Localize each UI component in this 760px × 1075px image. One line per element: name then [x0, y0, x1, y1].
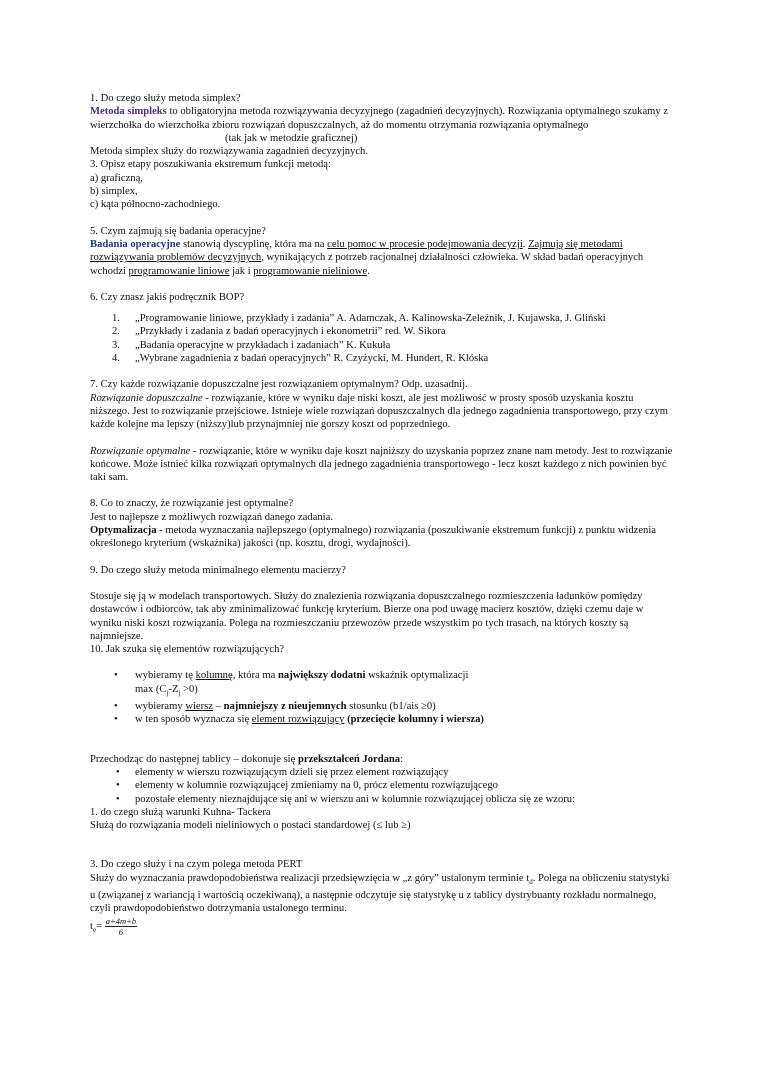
q5-text-1: stanowią dyscyplinę, która ma na: [180, 238, 328, 250]
pert-sub-d: d: [529, 877, 533, 886]
q8-definition: [90, 524, 675, 551]
q1-title: 1. Do czego służy metoda simplex?: [90, 93, 241, 104]
formula-sub: e: [92, 925, 97, 934]
q7-definition-1: [90, 392, 675, 432]
q10-b1-max: max (C: [135, 683, 167, 695]
q3-title: 3. Opisz etapy poszukiwania ekstremum funkcji metodą:: [90, 159, 331, 171]
q5-title: 5. Czym zajmują się badania operacyjne?: [90, 225, 266, 237]
book-text: „Wybrane zagadnienia z badań operacyjnych” R. Czyżycki, M. Hundert, R. Klóska: [135, 353, 489, 365]
jordan-item: • elementy w wierszu rozwiązującym dzieli się przez element rozwiązujący: [90, 766, 675, 779]
q5-text-4: jak i: [229, 265, 254, 277]
q10-item-3: [90, 713, 675, 726]
jordan-item: • pozostałe elementy nieznajdujące się ani w wierszu ani w kolumnie rozwiązującej oblicza się ze wzoru:: [90, 793, 675, 806]
q7-term-1: Rozwiązanie dopuszczalne: [90, 392, 203, 404]
q10-b1-sub-2: j: [178, 688, 181, 697]
q10-b3-b: (: [344, 714, 351, 726]
jordan-item: • elementy w kolumnie rozwiązującej zmieniamy na 0, prócz elementu rozwiązującego: [90, 779, 675, 792]
pert-text: [90, 872, 675, 916]
q3-item-b: b) simplex,: [90, 186, 138, 198]
pert-text-a: Służy do wyznaczania prawdopodobieństwa realizacji przedsięwzięcia w „z góry” ustalonym terminie t: [90, 872, 530, 884]
jordan-intro-bold: przekształceń Jordana: [297, 753, 401, 765]
book-list: [90, 312, 675, 365]
q1-note: (tak jak w metodzie graficznej): [225, 132, 358, 144]
document-page: [90, 92, 675, 937]
book-item: [90, 352, 675, 365]
q3-item-c: c) kąta północno-zachodniego.: [90, 199, 221, 211]
q5-text-3: , wynikających z potrzeb racjonalnej działalności człowieka. W skład badań operacyjnych wchodzi: [90, 252, 644, 277]
q5-term: Badania operacyjne: [90, 238, 181, 250]
q7-text-2: - rozwiązanie, które w wyniku daje koszt najniższy do uzyskania poprzez znane nam metody. Jest to rozwiązanie końcowe. Może istnieć kilka rozwiązań optymalnych dla jednego zagadnienia transportowego - lecz koszt każdego z nich powinien być taki sam.: [90, 445, 673, 484]
q1-term: Metoda simpleks: [90, 106, 167, 118]
book-text: „Badania operacyjne w przykładach i zadaniach” K. Kukuła: [135, 339, 391, 351]
pert-title: 3. Do czego służy i na czym polega metoda PERT: [90, 859, 303, 871]
q1-text: to obligatoryjna metoda rozwiązywania decyzyjnego (zagadnień decyzyjnych). Rozwiązania optymalnego szukamy z wierzchołka do wierzchołka zbioru rozwiązań dopuszczalnych, aż do momentu otrzymania rozwiązania optymalnego: [90, 106, 669, 131]
q10-b3-a: w ten sposób wyznacza się: [135, 714, 252, 726]
jordan-intro-a: Przechodząc do następnej tablicy – dokonuje się: [90, 753, 298, 765]
book-number: 4.: [112, 353, 120, 365]
formula-denominator: 6: [118, 926, 124, 937]
q10-b2-c: stosunku (b1/ais ≥0): [346, 701, 436, 713]
q6-title: 6. Czy znasz jakiś podręcznik BOP?: [90, 291, 245, 303]
q5-underline-1: celu pomoc w procesie podejmowania decyzji: [327, 238, 523, 250]
formula-eq: =: [96, 920, 103, 932]
formula-lhs: t: [90, 920, 93, 932]
formula-numerator: a+4m+b: [105, 915, 137, 926]
q10-b2-a: wybieramy: [135, 701, 186, 713]
pert-text-b: . Polega na obliczeniu statystyki u (związanej z wariancją i wartością oczekiwaną), a następnie odczytuje się statystykę u z tablicy dystrybuanty rozkładu normalnego, czyli prawdopodobieństwo dotrzymania ustalonego terminu.: [90, 872, 670, 915]
q10-b1-mid: -Z: [168, 683, 179, 695]
q7-definition-2: [90, 445, 675, 485]
q5-underline-3: programowanie liniowe: [128, 265, 230, 277]
q10-b3-bold: przecięcie kolumny i wiersza: [350, 714, 481, 726]
q10-list: [90, 669, 675, 726]
book-item: [90, 339, 675, 352]
q10-b2-b: –: [212, 701, 224, 713]
q10-b1-b: , która ma: [232, 670, 278, 682]
q8-answer: Jest to najlepsze z możliwych rozwiązań danego zadania.: [90, 511, 333, 523]
q5-underline-4: programowanie nieliniowe: [253, 265, 368, 277]
jordan-intro: [90, 753, 675, 766]
formula-fraction: [105, 916, 137, 937]
q5-underline-2: Zajmują się metodami rozwiązywania problemów decyzyjnych: [90, 238, 623, 264]
q10-b1-end: >0): [180, 683, 198, 695]
q7-title: 7. Czy każde rozwiązanie dopuszczalne jest rozwiązaniem optymalnym? Odp. uzasadnij.: [90, 379, 468, 391]
jordan-intro-c: :: [400, 753, 404, 765]
q10-b1-c: wskaźnik optymalizacji: [365, 670, 469, 682]
q3-item-a: a) graficzną,: [90, 172, 143, 184]
q10-item-1: [90, 669, 675, 700]
book-text: „Przykłady i zadania z badań operacyjnych i ekonometrii” red. W. Sikora: [135, 326, 446, 338]
q7-text-1: - rozwiązanie, które w wyniku daje niski koszt, ale jest możliwość w prosty sposób uzyskania kosztu niższego. Jest to rozwiązanie przejściowe. Istnieje wiele rozwiązań dopuszczalnych dla jednego zagadnienia transportowego, przy czym każde kolejne ma lepszy (niższy)lub przynajmniej nie gorszy koszt od poprzedniego.: [90, 392, 669, 431]
q10-b1-a: wybieramy tę: [135, 670, 196, 682]
q10-title: 10. Jak szuka się elementów rozwiązujących?: [90, 644, 285, 656]
q10-b3-u: element rozwiązujący: [251, 714, 345, 726]
q10-b1-u: kolumnę: [195, 670, 233, 682]
q10-b2-u: wiersz: [185, 701, 213, 713]
q1-summary: Metoda simplex służy do rozwiązywania zagadnień decyzyjnych.: [90, 146, 368, 158]
q8-text: - metoda wyznaczania najlepszego (optymalnego) rozwiązania (poszukiwanie ekstremum funkcji) z punktu widzenia określonego kryterium (wskaźnika) jakości (np. kosztu, drogi, wydajności).: [90, 525, 656, 550]
q8-title: 8. Co to znaczy, że rozwiązanie jest optymalne?: [90, 498, 294, 510]
kt-text: Służą do rozwiązania modeli nieliniowych o postaci standardowej (≤ lub ≥): [90, 820, 411, 832]
q5-text-5: .: [367, 265, 370, 277]
q10-b2-bold: najmniejszy z nieujemnych: [223, 701, 347, 713]
book-number: 3.: [112, 339, 120, 351]
q5-definition: [90, 238, 675, 278]
book-number: 1.: [112, 313, 120, 325]
pert-formula: [90, 916, 675, 937]
book-item: [90, 325, 675, 338]
q10-b1-bold: największy dodatni: [278, 670, 366, 682]
q10-b3-c: ): [480, 714, 484, 726]
book-number: 2.: [112, 326, 120, 338]
q9-title: 9. Do czego służy metoda minimalnego elementu macierzy?: [90, 564, 346, 576]
q5-text-2: .: [522, 238, 529, 250]
book-item: [90, 312, 675, 325]
q8-term: Optymalizacja: [90, 525, 157, 537]
q10-b1-sub-1: j: [166, 688, 169, 697]
jordan-list: [90, 766, 675, 806]
q9-text: Stosuje się ją w modelach transportowych. Służy do znalezienia rozwiązania dopuszczalnego rozmieszczenia ładunków pomiędzy dostawców i odbiorców, tak aby zminimalizować funkcję kryterium. Bierze ona pod uwagę macierz kosztów, dzięki czemu daje w wyniku niski koszt rozwiązania. Polega na rozmieszczaniu przewozów przede wszystkim po tych trasach, na których koszty są najmniejsze.: [90, 590, 644, 642]
q7-term-2: Rozwiązanie optymalne: [90, 445, 191, 457]
q1-definition: [90, 105, 675, 132]
kt-title: 1. do czego służą warunki Kuhna- Tackera: [90, 806, 271, 818]
book-text: „Programowanie liniowe, przykłady i zadania” A. Adamczak, A. Kalinowska-Zeleźnik, J. Kujawska, J. Gliński: [135, 313, 606, 325]
q10-item-2: [90, 700, 675, 713]
